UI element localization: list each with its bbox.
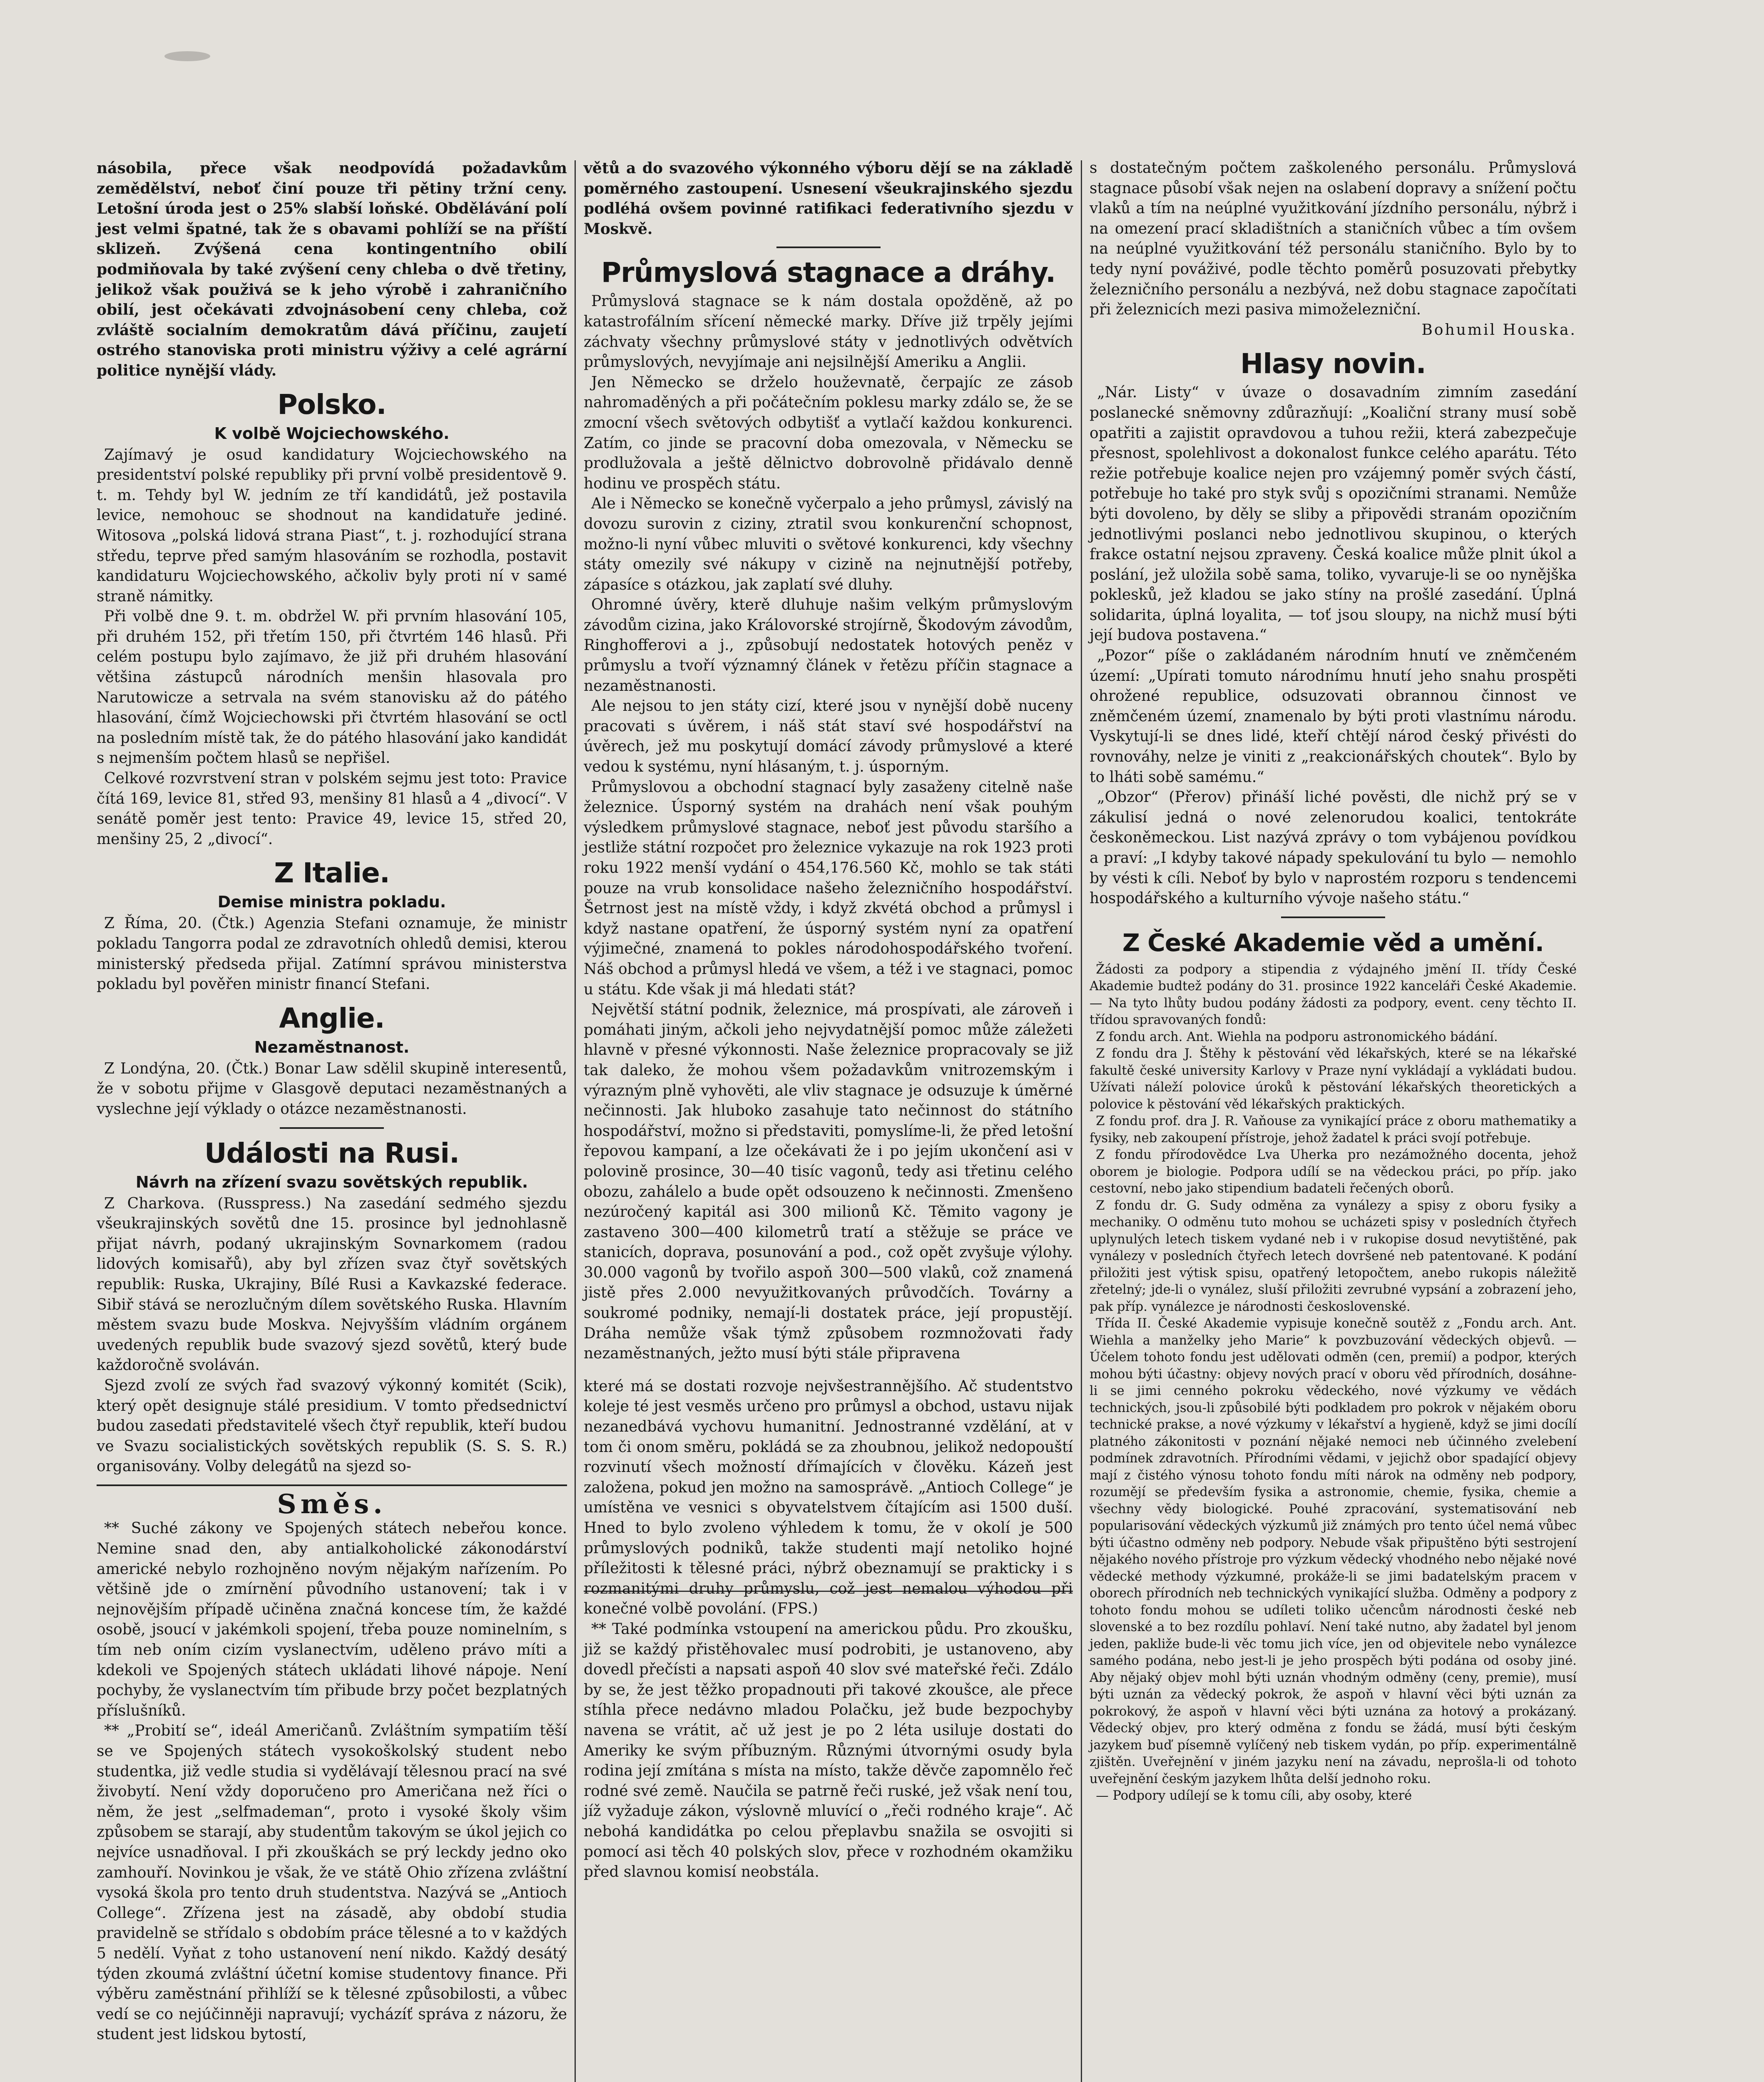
paragraph: „Pozor“ píše o zakládaném národním hnutí ve zněmčeném území: „Upírati tomuto národnímu hnutí jeho snahu prospěti ohrožené republice, odsuzovati obrannou činnost ve zněmčeném území, znamenalo by býti proti vlastnímu národu. Vyskytují-li se dnes lidé, kteří chtějí národ český přivésti do rovnováhy, nelze je viniti z „reakcionářských choutek“. Bylo by to lháti sobě samému.“ — [1090, 647, 1577, 786]
section-heading-prumyslova: Průmyslová stagnace a dráhy. — [601, 257, 1056, 289]
paragraph: — Podpory udílejí se k tomu cíli, aby osoby, které — [1096, 1788, 1412, 1803]
paragraph: Z Říma, 20. (Čtk.) Agenzia Stefani oznamuje, že ministr pokladu Tangorra podal ze zdravotních ohledů demisi, kterou ministerský předseda přijal. Zatímní správou ministerstva pokladu byl pověřen ministr financí Stefani. — [97, 915, 567, 993]
paragraph: „Obzor“ (Přerov) přináší liché pověsti, dle nichž prý se v zákulisí jedná o nové zelenorudou koalici, tentokráte českoněmeckou. List nazývá zprávy o tom vybájenou povídkou a praví: „I kdyby takové nápady spekulování tu bylo — nemohlo by vésti k cíli. Neboť by bylo v naprostém rozporu s tendencemi hospodářského a kulturního vývoje našeho státu.“ — [1090, 789, 1577, 907]
divider — [1281, 916, 1385, 918]
column-divider-left — [575, 160, 576, 2082]
section-subheading-rusi: Návrh na zřízení svazu sovětských republik. — [135, 1173, 528, 1191]
paragraph: které má se dostati rozvoje nejvšestrannějšího. Ač studentstvo koleje té jest vesměs určeno pro průmysl a obchod, ustavu nijak nezanedbává vychovu humanitní. Jednostranné vzdělání, at v tom či onom směru, pokládá se za zhoubnou, jelikož nedopouští rozvinutí všech možností dřímajících v člověku. Kázeň jest založena, pokud jen možno na samosprávě. „Antioch College“ je umístěna ve vesnici s obyvatelstvem čítajícím asi 1500 duší. Hned to bylo zvoleno výhledem k tomu, že v okolí je 500 průmyslových podniků, takže studenti mají netoliko hojné příležitosti k tělesné práci, nýbrž obeznamují se prakticky i s rozmanitými druhy průmyslu, což jest nemalou výhodou při konečné volbě povolání. (FPS.) — [584, 1377, 1073, 1618]
section-heading-rusi: Události na Rusi. — [204, 1137, 460, 1169]
paragraph: Sjezd zvolí ze svých řad svazový výkonný komitét (Scik), který opět designuje stálé presidium. V tomto předsednictví budou zasedati představitelé všech čtyř republik, kteří budou ve Svazu socialistických sovětských republik (S. S. S. R.) organisovány. Volby delegátů na sjezd so- — [97, 1377, 567, 1475]
paragraph: Z fondu prof. dra J. R. Vaňouse za vynikající práce z oboru mathematiky a fysiky, neb zakoupení přístroje, jehož žadatel k práci svojí potřebuje. — [1090, 1114, 1577, 1146]
section-heading-polsko: Polsko. — [277, 388, 386, 421]
column-1 — [97, 158, 567, 2045]
paragraph: ** „Probití se“, ideál Američanů. Zvláštním sympatiím těší se ve Spojených státech vysokoškolský student nebo studentka, již vedle studia si vydělávají tělesnou prací na své živobytí. Není vždy doporučeno pro Američana než říci o něm, že jest „selfmademan“, proto i vysoké školy všim způsobem se starají, aby studentům takovým se úkol jejich co nejvíce usnadňoval. I při zkouškách se prý leckdy jedno oko zamhouří. Novinkou je však, že ve státě Ohio zřízena zvláštní vysoká škola pro tento druh studentstva. Nazývá se „Antioch College“. Zřízena jest na zásadě, aby období studia pravidelně se střídalo s obdobím práce tělesné a to v každých 5 nedělí. Vyňat z toho ustanovení není nikdo. Každý desátý týden zkoumá zvláštní účetní komise studentovy finance. Při výběru zaměstnání přihlíží se k tělesné způsobilosti, a vůbec vedí se co nejúčinněji napravují; vycházíť správa z názoru, že student jest lidskou bytostí, — [97, 1722, 567, 2043]
paragraph: Ohromné úvěry, kterě dluhuje našim velkým průmyslovým závodům cizina, jako Královorské strojírně, Škodovým závodům, Ringhofferovi a j., způsobují nedostatek hotových peněz v průmyslu a tvoří významný článek v řetězu příčin stagnace a nezaměstnanosti. — [584, 596, 1073, 695]
section-heading-anglie: Anglie. — [279, 1002, 385, 1034]
paragraph: Průmyslová stagnace se k nám dostala opožděně, až po katastrofálním sřícení německé marky. Dříve již trpěly jejími záchvaty všechny průmyslové státy v jednotlivých odvětvích průmyslových, nevyjímaje ani nejsilnější Ameriku a Anglii. — [584, 293, 1073, 371]
section-heading-italie: Z Italie. — [274, 857, 390, 889]
paragraph: Z fondu přírodovědce Lva Uherka pro nezámožného docenta, jehož oborem je biologie. Podpora udílí se na vědeckou práci, po příp. jako cestovní, nebo jako stipendium badateli řečených oborů. — [1090, 1148, 1577, 1196]
section-subheading-anglie: Nezaměstnanost. — [254, 1038, 410, 1056]
paragraph: Celkové rozvrstvení stran v polském sejmu jest toto: Pravice čítá 169, levice 81, střed 93, menšiny 81 hlasů a 4 „divocí“. V senátě poměr jest tento: Pravice 49, levice 15, střed 20, menšiny 25, 2 „divocí“. — [97, 770, 567, 848]
paragraph: Největší státní podnik, železnice, má prospívati, ale zároveň i pomáhati jiným, ačkoli jeho nejvydatnější pomoc může záležeti hlavně v přesné výkonnosti. Naše železnice propracovaly se již tak daleko, že mohou všem požadavkům vnitrozemským i výrazným plně vyhověti, ale vliv stagnace je odsuzuje k úměrné nečinnosti. Jak hluboko zasahuje tato nečinnost do státního hospodářství, možno si představiti, pomyslíme-li, že před letošní řepovou kampaní, a lze očekávati že i po jejím ukončení asi v polovině prosince, 30—40 tisíc vagonů, tedy asi třetinu celého obozu, zahálelo a bude opět odsouzeno k nečinnosti. Zmenšeno nezúročený kapitál asi 300 milionů Kč. Těmito vagony je zastaveno 300—400 kilometrů tratí a stěžuje se práce ve stanicích, doprava, posunování a pod., což opět zvyšuje výlohy. 30.000 vagonů by tvořilo aspoň 300—500 vlaků, což znamená jistě přes 2.000 nevyužitkovaných průvodčích. Továrny a soukromé podniky, nemají-li dostatek práce, její propustějí. Dráha nemůže však týmž způsobem rozmnožovati řady nezaměstnaných, ježto musí býti stále připravena — [584, 1001, 1073, 1362]
article-author: Bohumil Houska. — [1421, 321, 1577, 339]
column-2 — [584, 158, 1073, 1883]
divider — [97, 1484, 567, 1486]
paragraph: Z Londýna, 20. (Čtk.) Bonar Law sdělil skupině interesentů, že v sobotu přijme v Glasgově deputaci nezaměstnaných a vyslechne její výklady o otázce nezaměstnanosti. — [97, 1060, 567, 1118]
column-divider-right — [1081, 160, 1082, 2082]
paragraph: Z fondu dr. G. Sudy odměna za vynálezy a spisy z oboru fysiky a mechaniky. O odměnu tuto mohou se ucházeti spisy v posledních čtyřech uplynulých letech tiskem vydané neb i v rukopise dosud nevytištěné, pak vynálezy v posledních čtyřech letech dovršené neb patentované. K podání přiložiti jest výtisk spisu, opatřený letopočtem, anebo rukopis náležitě zřetelný; jde-li o vynález, sluší přiložiti zevrubné vypsání a zobrazení jeho, pak příp. vynálezce je národnosti československé. — [1090, 1198, 1577, 1314]
paragraph: Ale i Německo se konečně vyčerpalo a jeho průmysl, závislý na dovozu surovin z ciziny, ztratil svou konkurenční schopnost, možno-li nyní vůbec mluviti o světové konkurenci, kdy všechny státy omezily své nákupy v cizině na nejnutnější potřeby, zápasíce s otázkou, jak zaplatí své dluhy. — [584, 495, 1073, 593]
section-heading-akademie: Z České Akademie věd a umění. — [1122, 928, 1544, 957]
divider — [280, 1127, 384, 1129]
paragraph: Ale nejsou to jen státy cizí, které jsou v nynější době nuceny pracovati s úvěrem, i náš stát staví své hospodářství na úvěrech, jež mu poskytují domácí závody průmyslové a které vedou k systému, nyní hlásaným, t. j. úsporným. — [584, 697, 1073, 776]
section-subheading-polsko: K volbě Wojciechowského. — [214, 424, 450, 443]
article-continuation: násobila, přece však neodpovídá požadavkům zemědělství, neboť činí pouze tři pětiny tržní ceny. Letošní úroda jest o 25% slabší loňské. Obdělávání polí jest velmi špatné, tak že s obavami pohlíží se na příští sklizeň. Zvýšená cena kontingentního obilí podmiňovala by také zvýšení ceny chleba o dvě třetiny, jelikož však použivá se k jeho výrobě i zahraničního obilí, jest očekávati zdvojnásobení ceny chleba, což zvláště socialním demokratům dává příčinu, zaujetí ostrého stanoviska proti ministru výživy a celé agrární politice nynější vlády. — [97, 159, 567, 379]
article-continuation: s dostatečným počtem zaškoleného personálu. Průmyslová stagnace působí však nejen na oslabení dopravy a snížení počtu vlaků a tím na neúplné využitkování jízdního personálu, nýbrž i na omezení prací skladištních a staničních vůbec a tím ovšem na neúplné využitkování též personálu staničního. Bylo by to tedy nyní pováživé, podle těchto poměrů posuzovati přebytky železničního personálu a nezbývá, než dobu stagnace započítati při železnicích mezi pasiva mimoželezniční. — [1090, 159, 1577, 319]
paragraph: Zajímavý je osud kandidatury Wojciechowského na presidentství polské republiky při první volbě presidentově 9. t. m. Tehdy byl W. jedním ze tří kandidátů, jež postavila levice, nemohouc se shodnout na kandidatuře jediné. Witosova „polská lidová strana Piast“, t. j. rozhodující strana středu, teprve před samým hlasováním se rozhodla, postavit kandidaturu Wojciechowského, ačkoliv byly proti ní v samé straně námitky. — [97, 446, 567, 605]
paragraph: ** Také podmínka vstoupení na americkou půdu. Pro zkoušku, již se každý přistěhovalec musí podrobiti, je ustanoveno, aby dovedl přečísti a napsati aspoň 40 slov své mateřské řeči. Zdálo by se, že jest těžko propadnouti při takové zkoušce, ale přece stíhla přece nedávno mladou Polačku, jež bude bezpochyby navena se vrátit, ač už jest je po 2 léta usiluje dostati do Ameriky ke svým příbuzným. Různými útvornými osudy byla rodina její zmítána s místa na místo, takže děvče zapomnělo řeč rodné své země. Naučila se patrně řeči ruské, jež však není tou, jíž vyžaduje zákon, výslovně mluvící o „řeči rodného kraje“. Ač nebohá kandidátka po celou přeplavbu snažila se osvojiti si pomocí asi těch 40 polských slov, přece v rozhodném okamžiku před slavnou komisí neobstála. — [584, 1620, 1073, 1881]
paragraph: „Nár. Listy“ v úvaze o dosavadním zimním zasedání poslanecké sněmovny zdůrazňují: „Koaliční strany musí sobě opatřiti a zajistit opravdovou a tuhou režii, která zabezpečuje přesnost, spolehlivost a dokonalost funkce celého aparátu. Této režie potřebuje koalice nejen pro vzájemný poměr svých částí, potřebuje ho také pro styk svůj s opozičními stranami. Nemůže býti dovoleno, by děly se sliby a připovědi stranám opozičním jednotlivými poslanci nebo jednotlivou skupinou, o kterých frakce ostatní nejsou zpraveny. Česká koalice může plnit úkol a poslání, jež uložila sobě sama, toliko, vyvaruje-li se oo nynějška poklesků, jež kladou se jako stíny na prošlé zasedání. Úplná solidarita, úplná loyalita, — toť jsou sloupy, na nichž musí býti její budova postavena.“ — [1090, 384, 1577, 644]
paragraph: Z fondu arch. Ant. Wiehla na podporu astronomického bádání. — [1096, 1029, 1498, 1044]
paragraph: Z fondu dra J. Štěhy k pěstování věd lékařských, které se na lékařské fakultě české university Karlovy v Praze nyní vykládají a vykládati budou. Užívati náleží polovice úroků k pěstování lékařských theoretických a polovice k pěstování věd lékařských praktických. — [1090, 1046, 1577, 1112]
paragraph: Při volbě dne 9. t. m. obdržel W. při prvním hlasování 105, při druhém 152, při třetím 150, při čtvrtém 146 hlasů. Při celém postupu bylo zajímavo, že již při druhém hlasování většina zástupců národních menšin hlasovala pro Narutowicze a setrvala na svém stanovisku až do pátého hlasování, čímž Wojciechowski při čtvrtém hlasování se octl na posledním místě tak, že do pátého hlasování jako kandidát s nejmenším počtem hlasů se nepřišel. — [97, 608, 567, 767]
paragraph: Průmyslovou a obchodní stagnací byly zasaženy citelně naše železnice. Úsporný systém na drahách není však pouhým výsledkem průmyslové stagnace, neboť jest původu staršího a jestliže státní rozpočet pro železnice vykazuje na rok 1923 proti roku 1922 menší vydání o 454,176.560 Kč, mohlo se tak státi pouze na vrub konsolidace našeho železničního hospodářství. Šetrnost jest na místě vždy, i když zkvétá obchod a průmysl i když nastane opatření, že úsporný systém nyní za opatření výjimečné, znamená to pokles národohospodářského tvoření. Náš obchod a průmysl hledá ve všem, a též i ve stagnaci, pomoc u státu. Kde však ji má hledati stát? — [584, 778, 1073, 998]
article-continuation: větů a do svazového výkonného výboru dějí se na základě poměrného zastoupení. Usnesení všeukrajinského sjezdu podléhá ovšem povinné ratifikaci federativního sjezdu v Moskvě. — [584, 159, 1073, 238]
paragraph: Žádosti za podpory a stipendia z výdajného jmění II. třídy České Akademie budtež podány do 31. prosince 1922 kanceláři České Akademie. — Na tyto lhůty budou podány žádosti za podpory, event. ceny těchto II. třídou spravovaných fondů: — [1090, 962, 1577, 1028]
ink-smudge — [162, 46, 212, 67]
column-3 — [1090, 158, 1577, 1805]
paragraph: Jen Německo se drželo houževnatě, čerpajíc ze zásob nahromaděných a při počátečním poklesu marky zdálo se, že se zmocní všech světových odbytišť a vytlačí každou konkurenci. Zatím, co jinde se pracovní doba omezovala, v Německu se prodlužovala a ještě dělnictvo dobrovolně přidávalo denně hodinu ve prospěch státu. — [584, 374, 1073, 492]
section-heading-hlasy: Hlasy novin. — [1240, 348, 1426, 380]
section-heading-smes: Směs. — [277, 1488, 387, 1520]
section-subheading-italie: Demise ministra pokladu. — [217, 893, 446, 911]
divider — [776, 247, 881, 248]
paragraph: Třída II. České Akademie vypisuje konečně soutěž z „Fondu arch. Ant. Wiehla a manželky jeho Marie“ k povzbuzování vědeckých objevů. — Účelem tohoto fondu jest udělovati odměn (cen, premií) a podpor, kterých mohou býti účastny: objevy nových prací v oboru věd přírodních, dosáhne-li se jimi cenného pokroku vědeckého, nové výzkumy ve vědách technických, jsou-li způsobilé býti podkladem pro pokrok v nějakém oboru technické prakse, a nové výzkumy v lékařství a hygieně, když se jimi docílí platného zákonitosti v poznání nějaké nemoci neb účinného zvelebení podmínek zdravotních. Přírodními vědami, v jejichž obor spadající objevy mají z čistého výnosu tohoto fondu míti nárok na odměny neb podpory, rozumějí se především fysika a astronomie, chemie, fysika, chemie a všechny vědy biologické. Pouhé zpracování, systematisování neb popularisování vědeckých výzkumů již známých pro tento účel nemá vůbec býti účastno odměny neb podpory. Nebude však připuštěno býti sestrojení nějakého nového přístroje pro výzkum vědecký vhodného nebo nějaké nové vědecké methody výzkumné, prokáže-li se jimi badatelským pracem v oborech přírodních neb technických vynikající služba. Odměny a podpory z tohoto fondu mohou se udíleti toliko učencům národnosti české neb slovenské a to bez rozdílu pohlaví. Není také nutno, aby žadatel byl jenom jeden, pakliže bude-li věc tomu jich více, jen od objevitele nebo vynálezce samého podána, nebo jest-li je jeho prospěch býti podána od osoby jiné. Aby nějaký objev mohl býti uznán vhodným odměny (ceny, premie), musí býti uznán za vědecký pokrok, že aspoň v hlavní věci býti uznán za pokrokový, že aspoň v hlavní věci býti uznána za hotový a prokázaný. Vědecký objev, pro který odměna z fondu se žádá, musí býti českým jazykem buď písemně vylíčený neb tiskem vydán, po příp. experimentálně zjištěn. Uveřejnění v jiném jazyku není na závadu, neprošla-li od tohoto uveřejnění českým jazykem lhůta delší jednoho roku. — [1090, 1316, 1577, 1786]
paragraph: ** Suché zákony ve Spojených státech nebeřou konce. Nemine snad den, aby antialkoholické zákonodárství americké nebylo rozhojněno novým nějakým nařízením. Po většině jde o zmírnění původního ustanovení; tak i v nejnovějším případě učiněna značná koncese tím, že každé osobě, jsoucí v jakémkoli spojení, třeba pouze nominelním, s tím neb oním cizím vyslanectvím, uděleno právo míti a kdekoli ve Spojených státech ukládati lihové nápoje. Není pochyby, že vyslanectvím tím přibude brzy počet bezplatných příslušníků. — [97, 1520, 567, 1719]
paragraph: Z Charkova. (Russpress.) Na zasedání sedmého sjezdu všeukrajinských sovětů dne 15. prosince byl jednohlasně přijat návrh, podaný ukrajinským Sovnarkomem (radou lidových komisařů), aby byl zřízen svaz čtyř sovětských republik: Ruska, Ukrajiny, Bílé Rusi a Kavkazské federace. Sibiř stává se nerozlučným dílem sovětského Ruska. Hlavním městem svazu bude Moskva. Nejvyšším vládním orgánem uvedených republik bude svazový sjezd sovětů, který bude každoročně svoláván. — [97, 1195, 567, 1374]
